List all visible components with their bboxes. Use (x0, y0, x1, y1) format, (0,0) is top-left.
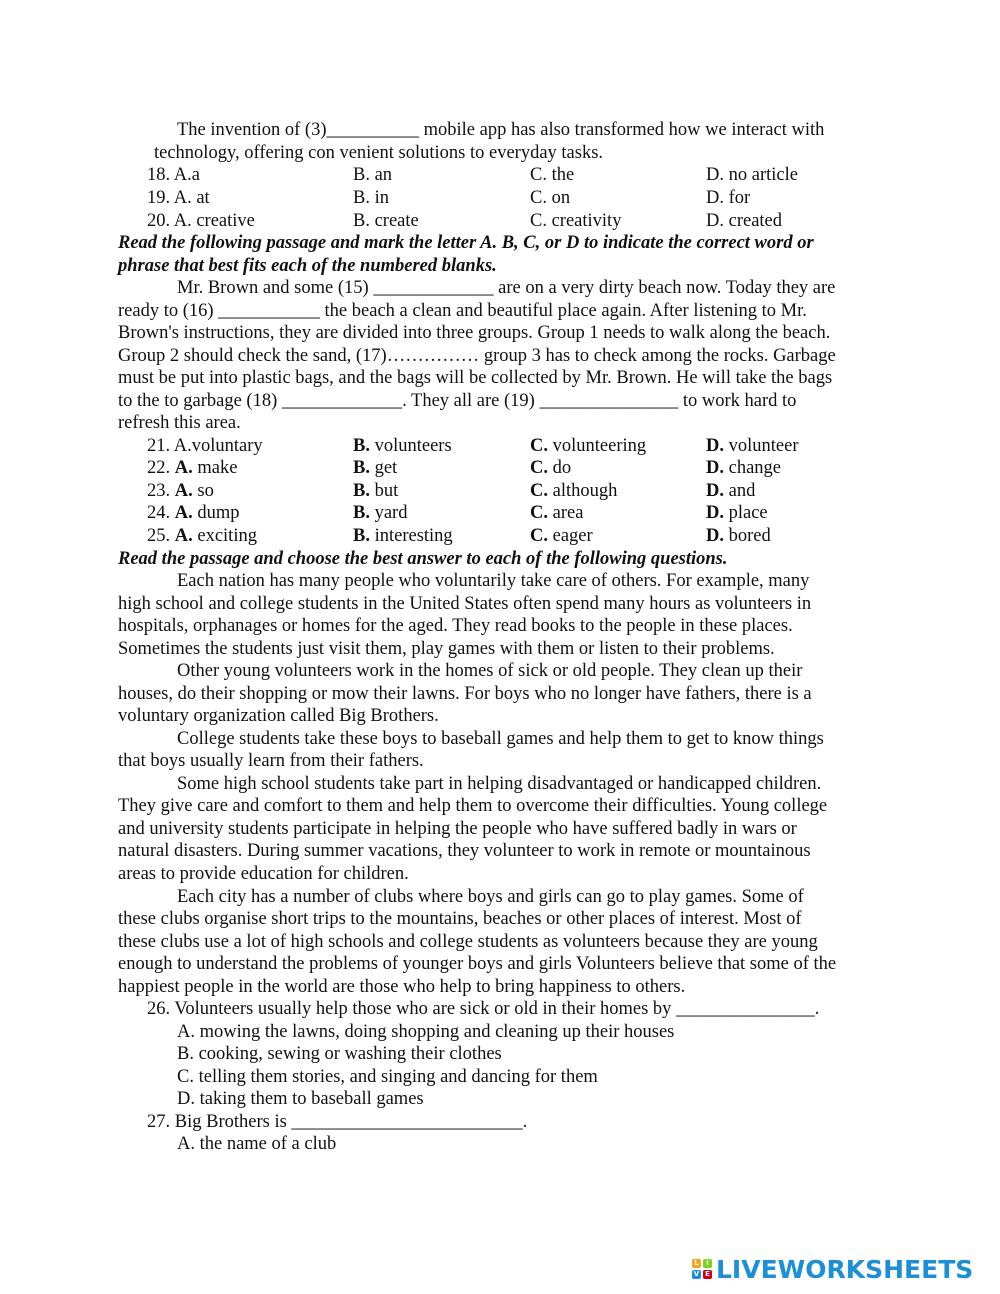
option-b[interactable]: B. volunteers (353, 436, 452, 456)
option-d[interactable]: D. volunteer (706, 436, 799, 456)
passage-line: happiest people in the world are those who help to bring happiness to others. (118, 977, 686, 997)
option-d[interactable]: D. no article (706, 165, 798, 185)
option-d[interactable]: D. and (706, 481, 756, 501)
option-b[interactable]: B. an (353, 165, 393, 185)
passage-line: Group 2 should check the sand, (17)…………… group 3 has to check among the rocks. Garbage (118, 346, 836, 366)
passage-line: these clubs organise short trips to the mountains, beaches or other places of interest. Most of (118, 909, 802, 929)
passage-line: high school and college students in the United States often spend many hours as volunteers in (118, 594, 812, 614)
question-26-stem: 26. Volunteers usually help those who are sick or old in their homes by _______________. (147, 999, 820, 1019)
option-a[interactable]: A. at (173, 188, 210, 208)
passage-line: voluntary organization called Big Brothers. (118, 706, 439, 726)
option-d[interactable]: D. created (706, 211, 783, 231)
logo-square: i (703, 1259, 712, 1268)
option-a[interactable]: A. mowing the lawns, doing shopping and cleaning up their houses (177, 1022, 675, 1042)
question-number: 22. A. make (147, 458, 238, 478)
option-c[interactable]: C. creativity (530, 211, 622, 231)
option-b[interactable]: B. interesting (353, 526, 453, 546)
option-a[interactable]: A. make (174, 458, 238, 478)
option-a[interactable]: A. the name of a club (177, 1134, 337, 1154)
option-a[interactable]: A. so (174, 481, 214, 501)
passage-line: enough to understand the problems of younger boys and girls Volunteers believe that some of the (118, 954, 837, 974)
passage-line: to the to garbage (18) _____________. They all are (19) _______________ to work hard to (118, 391, 797, 411)
option-c[interactable]: C. eager (530, 526, 593, 546)
passage-line: They give care and comfort to them and help them to overcome their difficulties. Young college (118, 796, 828, 816)
option-a[interactable]: A.voluntary (173, 436, 263, 456)
question-number: 21. A.voluntary (147, 436, 263, 456)
logo-square: L (692, 1259, 701, 1268)
option-d[interactable]: D. for (706, 188, 751, 208)
option-c[interactable]: C. telling them stories, and singing and dancing for them (177, 1067, 598, 1087)
passage-line: ready to (16) ___________ the beach a clean and beautiful place again. After listening to Mr. (118, 301, 807, 321)
liveworksheets-logo[interactable] (692, 1253, 973, 1285)
passage-line: Sometimes the students just visit them, play games with them or listen to their problems. (118, 639, 775, 659)
option-c[interactable]: C. do (530, 458, 572, 478)
option-c[interactable]: C. the (530, 165, 575, 185)
question-number: 18. A.a (147, 165, 200, 185)
option-d[interactable]: D. taking them to baseball games (177, 1089, 424, 1109)
passage-line: natural disasters. During summer vacations, they volunteer to work in remote or mountainous (118, 841, 811, 861)
section-instruction: phrase that best fits each of the numbered blanks. (118, 256, 497, 276)
passage-line: and university students participate in helping the people who have suffered badly in wars or (118, 819, 797, 839)
option-c[interactable]: C. on (530, 188, 571, 208)
question-27-stem: 27. Big Brothers is _________________________. (147, 1112, 528, 1132)
passage-line: must be put into plastic bags, and the bags will be collected by Mr. Brown. He will take the bags (118, 368, 833, 388)
question-number: 25. A. exciting (147, 526, 257, 546)
logo-square: E (703, 1270, 712, 1279)
passage-line: that boys usually learn from their fathers. (118, 751, 424, 771)
question-number: 24. A. dump (147, 503, 240, 523)
section-instruction: Read the following passage and mark the letter A. B, C, or D to indicate the correct word or (118, 233, 814, 253)
passage-line: Brown's instructions, they are divided into three groups. Group 1 needs to walk along the beach. (118, 323, 831, 343)
passage-line: areas to provide education for children. (118, 864, 409, 884)
passage-line: College students take these boys to baseball games and help them to get to know things (177, 729, 824, 749)
passage-line: hospitals, orphanages or homes for the aged. They read books to the people in these places. (118, 616, 793, 636)
passage-line: Each nation has many people who voluntarily take care of others. For example, many (177, 571, 810, 591)
passage-line: these clubs use a lot of high schools and college students as volunteers because they are young (118, 932, 818, 952)
passage-line: Mr. Brown and some (15) _____________ are on a very dirty beach now. Today they are (177, 278, 836, 298)
passage-line: refresh this area. (118, 413, 241, 433)
logo-text: LIVEWORKSHEETS (716, 1254, 974, 1284)
passage1-line: technology, offering con venient solutions to everyday tasks. (154, 143, 604, 163)
passage-line: Each city has a number of clubs where boys and girls can go to play games. Some of (177, 887, 804, 907)
option-b[interactable]: B. cooking, sewing or washing their clothes (177, 1044, 502, 1064)
option-b[interactable]: B. get (353, 458, 398, 478)
option-b[interactable]: B. create (353, 211, 419, 231)
option-c[interactable]: C. volunteering (530, 436, 647, 456)
option-b[interactable]: B. in (353, 188, 389, 208)
section-instruction: Read the passage and choose the best answer to each of the following questions. (118, 549, 728, 569)
option-d[interactable]: D. change (706, 458, 782, 478)
question-number: 20. A. creative (147, 211, 255, 231)
option-a[interactable]: A. dump (174, 503, 240, 523)
option-a[interactable]: A.a (173, 165, 200, 185)
logo-grid-icon (692, 1259, 712, 1279)
option-b[interactable]: B. but (353, 481, 399, 501)
logo-square: V (693, 1270, 700, 1278)
option-c[interactable]: C. although (530, 481, 618, 501)
question-number: 19. A. at (147, 188, 210, 208)
option-a[interactable]: A. exciting (174, 526, 257, 546)
option-b[interactable]: B. yard (353, 503, 408, 523)
option-a[interactable]: A. creative (173, 211, 255, 231)
passage-line: Other young volunteers work in the homes of sick or old people. They clean up their (177, 661, 803, 681)
option-d[interactable]: D. place (706, 503, 768, 523)
question-number: 23. A. so (147, 481, 214, 501)
passage1-line: The invention of (3)__________ mobile app has also transformed how we interact with (177, 120, 825, 140)
passage-line: Some high school students take part in helping disadvantaged or handicapped children. (177, 774, 822, 794)
passage-line: houses, do their shopping or mow their lawns. For boys who no longer have fathers, there is a (118, 684, 812, 704)
option-d[interactable]: D. bored (706, 526, 771, 546)
option-c[interactable]: C. area (530, 503, 584, 523)
